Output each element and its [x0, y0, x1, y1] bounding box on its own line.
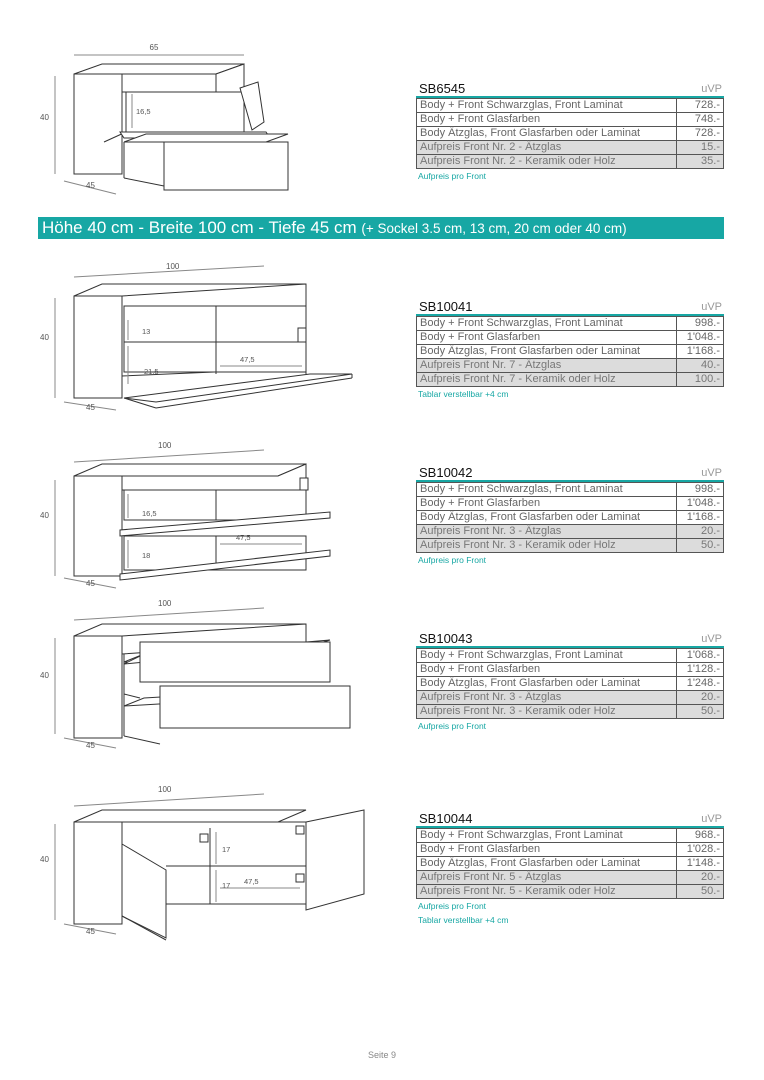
- variant-price: 50.-: [677, 539, 724, 553]
- surcharge-row: [417, 885, 724, 899]
- dim-width: 100: [158, 785, 172, 794]
- dim-height: 40: [40, 671, 49, 680]
- variant-price: 50.-: [677, 705, 724, 719]
- dim-depth: 45: [86, 927, 95, 936]
- product-sb10043: [416, 630, 724, 733]
- variant-label: Body + Front Schwarzglas, Front Laminat: [417, 99, 677, 113]
- section-header: [38, 217, 724, 239]
- dim-inner: 47,5: [236, 533, 251, 542]
- variant-label: Aufpreis Front Nr. 5 - Keramik oder Holz: [417, 885, 677, 899]
- section-header-sub: (+ Sockel 3.5 cm, 13 cm, 20 cm oder 40 cm): [361, 221, 627, 236]
- dim-inner: 13: [142, 327, 151, 336]
- product-note: Aufpreis pro Front: [418, 555, 487, 565]
- dim-width: 100: [158, 599, 172, 608]
- dim-width: 65: [149, 43, 159, 52]
- surcharge-row: [417, 141, 724, 155]
- price-label: uVP: [701, 301, 722, 313]
- dim-depth: 45: [86, 181, 95, 190]
- dim-inner: 16,5: [142, 509, 157, 518]
- variant-price: 20.-: [677, 525, 724, 539]
- table-row: [417, 483, 724, 497]
- variant-label: Body + Front Schwarzglas, Front Laminat: [417, 829, 677, 843]
- product-sb6545: [416, 80, 724, 183]
- product-note: Aufpreis pro Front: [418, 901, 487, 911]
- product-code: SB10042: [419, 465, 473, 480]
- page-number: Seite 9: [367, 1050, 397, 1060]
- surcharge-row: [417, 691, 724, 705]
- variant-price: 748.-: [677, 113, 724, 127]
- table-row: [417, 511, 724, 525]
- product-header: [416, 464, 724, 482]
- surcharge-row: [417, 359, 724, 373]
- variant-price: 100.-: [677, 373, 724, 387]
- variant-label: Body Ätzglas, Front Glasfarben oder Laminat: [417, 857, 677, 871]
- table-row: [417, 331, 724, 345]
- table-row: [417, 843, 724, 857]
- product-note: Tablar verstellbar +4 cm: [418, 915, 509, 925]
- price-label: uVP: [701, 813, 722, 825]
- variant-price: 20.-: [677, 871, 724, 885]
- variant-price: 968.-: [677, 829, 724, 843]
- product-code: SB6545: [419, 81, 466, 96]
- dim-inner: 17: [222, 845, 231, 854]
- dim-inner: 18: [142, 551, 151, 560]
- price-label: uVP: [701, 633, 722, 645]
- product-code: SB10043: [419, 631, 473, 646]
- price-table: [416, 316, 724, 387]
- table-row: [417, 829, 724, 843]
- dim-height: 40: [40, 855, 49, 864]
- variant-price: 728.-: [677, 127, 724, 141]
- product-note: Tablar verstellbar +4 cm: [418, 389, 509, 399]
- surcharge-row: [417, 525, 724, 539]
- product-header: [416, 810, 724, 828]
- variant-label: Aufpreis Front Nr. 3 - Keramik oder Holz: [417, 539, 677, 553]
- dim-width: 100: [158, 441, 172, 450]
- dim-inner: 21,5: [144, 367, 159, 376]
- variant-price: 20.-: [677, 691, 724, 705]
- variant-label: Aufpreis Front Nr. 3 - Ätzglas: [417, 525, 677, 539]
- variant-label: Body + Front Schwarzglas, Front Laminat: [417, 483, 677, 497]
- variant-price: 50.-: [677, 885, 724, 899]
- sb10041-illustration: [30, 258, 370, 418]
- variant-label: Aufpreis Front Nr. 3 - Keramik oder Holz: [417, 705, 677, 719]
- surcharge-row: [417, 539, 724, 553]
- variant-label: Aufpreis Front Nr. 2 - Ätzglas: [417, 141, 677, 155]
- table-row: [417, 857, 724, 871]
- dim-width: 100: [166, 262, 180, 271]
- table-row: [417, 99, 724, 113]
- product-code: SB10041: [419, 299, 473, 314]
- variant-label: Aufpreis Front Nr. 5 - Ätzglas: [417, 871, 677, 885]
- surcharge-row: [417, 155, 724, 169]
- product-header: [416, 630, 724, 648]
- dim-depth: 45: [86, 403, 95, 412]
- dim-inner: 47,5: [244, 877, 259, 886]
- variant-price: 1'048.-: [677, 497, 724, 511]
- price-label: uVP: [701, 467, 722, 479]
- variant-label: Body + Front Glasfarben: [417, 843, 677, 857]
- product-note: Aufpreis pro Front: [418, 171, 487, 181]
- dim-inner: 16,5: [136, 107, 151, 116]
- dim-depth: 45: [86, 741, 95, 750]
- variant-label: Aufpreis Front Nr. 2 - Keramik oder Holz: [417, 155, 677, 169]
- variant-label: Aufpreis Front Nr. 3 - Ätzglas: [417, 691, 677, 705]
- variant-label: Body Ätzglas, Front Glasfarben oder Laminat: [417, 127, 677, 141]
- variant-price: 1'148.-: [677, 857, 724, 871]
- sb10044-illustration: [30, 784, 370, 944]
- table-row: [417, 127, 724, 141]
- variant-price: 1'048.-: [677, 331, 724, 345]
- table-row: [417, 113, 724, 127]
- dim-inner: 17: [222, 881, 231, 890]
- variant-label: Body Ätzglas, Front Glasfarben oder Laminat: [417, 345, 677, 359]
- variant-price: 1'168.-: [677, 511, 724, 525]
- dim-height: 40: [40, 113, 49, 122]
- dim-height: 40: [40, 333, 49, 342]
- table-row: [417, 345, 724, 359]
- table-row: [417, 497, 724, 511]
- product-note: Aufpreis pro Front: [418, 721, 487, 731]
- product-header: [416, 298, 724, 316]
- surcharge-row: [417, 373, 724, 387]
- variant-price: 998.-: [677, 317, 724, 331]
- product-sb10041: [416, 298, 724, 401]
- variant-price: 40.-: [677, 359, 724, 373]
- product-sb10044: [416, 810, 724, 927]
- product-code: SB10044: [419, 811, 473, 826]
- section-header-main: Höhe 40 cm - Breite 100 cm - Tiefe 45 cm: [42, 218, 357, 237]
- variant-price: 15.-: [677, 141, 724, 155]
- price-table: [416, 98, 724, 169]
- variant-price: 1'248.-: [677, 677, 724, 691]
- surcharge-row: [417, 705, 724, 719]
- table-row: [417, 649, 724, 663]
- dim-depth: 45: [86, 579, 95, 588]
- table-row: [417, 317, 724, 331]
- variant-label: Body + Front Glasfarben: [417, 331, 677, 345]
- sb6545-illustration: [30, 38, 300, 198]
- variant-price: 998.-: [677, 483, 724, 497]
- variant-label: Aufpreis Front Nr. 7 - Keramik oder Holz: [417, 373, 677, 387]
- variant-price: 1'168.-: [677, 345, 724, 359]
- variant-label: Body + Front Glasfarben: [417, 663, 677, 677]
- variant-label: Body + Front Glasfarben: [417, 497, 677, 511]
- price-table: [416, 482, 724, 553]
- variant-price: 35.-: [677, 155, 724, 169]
- table-row: [417, 663, 724, 677]
- price-table: [416, 828, 724, 899]
- variant-price: 1'068.-: [677, 649, 724, 663]
- variant-price: 1'028.-: [677, 843, 724, 857]
- variant-label: Body + Front Glasfarben: [417, 113, 677, 127]
- surcharge-row: [417, 871, 724, 885]
- variant-label: Body + Front Schwarzglas, Front Laminat: [417, 317, 677, 331]
- variant-label: Aufpreis Front Nr. 7 - Ätzglas: [417, 359, 677, 373]
- dim-height: 40: [40, 511, 49, 520]
- variant-label: Body + Front Schwarzglas, Front Laminat: [417, 649, 677, 663]
- sb10042-illustration: [30, 440, 350, 590]
- variant-price: 728.-: [677, 99, 724, 113]
- table-row: [417, 677, 724, 691]
- product-sb10042: [416, 464, 724, 567]
- variant-price: 1'128.-: [677, 663, 724, 677]
- variant-label: Body Ätzglas, Front Glasfarben oder Laminat: [417, 677, 677, 691]
- product-header: [416, 80, 724, 98]
- variant-label: Body Ätzglas, Front Glasfarben oder Laminat: [417, 511, 677, 525]
- dim-inner: 47,5: [240, 355, 255, 364]
- price-label: uVP: [701, 83, 722, 95]
- price-table: [416, 648, 724, 719]
- sb10043-illustration: [30, 598, 360, 758]
